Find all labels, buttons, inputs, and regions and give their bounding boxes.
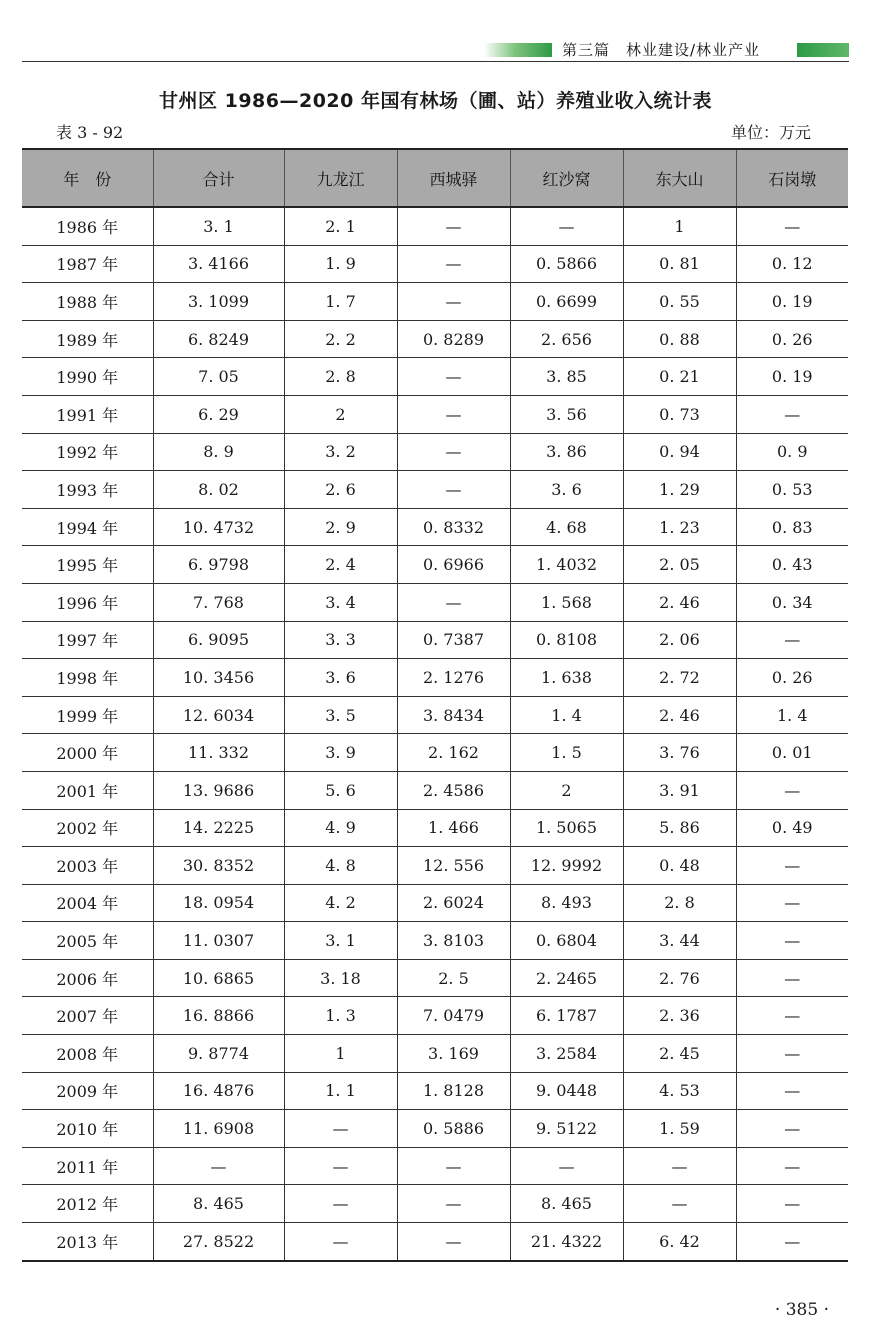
value-cell: 0. 43 — [736, 546, 848, 584]
value-cell: 6. 42 — [623, 1223, 736, 1261]
year-cell: 1989 年 — [22, 320, 153, 358]
year-cell: 2013 年 — [22, 1223, 153, 1261]
value-cell: 0. 8108 — [510, 621, 623, 659]
value-cell: — — [736, 997, 848, 1035]
value-cell: 2. 5 — [397, 959, 510, 997]
table-row — [22, 884, 848, 922]
value-cell: 2. 2465 — [510, 959, 623, 997]
year-cell: 2002 年 — [22, 809, 153, 847]
value-cell: 1. 4 — [510, 696, 623, 734]
value-cell: 5. 86 — [623, 809, 736, 847]
value-cell: — — [736, 395, 848, 433]
value-cell: 1. 8128 — [397, 1072, 510, 1110]
value-cell: 3. 6 — [284, 659, 397, 697]
value-cell: 10. 3456 — [153, 659, 284, 697]
year-cell: 2008 年 — [22, 1035, 153, 1073]
value-cell: — — [736, 207, 848, 245]
year-cell: 1999 年 — [22, 696, 153, 734]
value-cell: 1. 638 — [510, 659, 623, 697]
value-cell: 7. 0479 — [397, 997, 510, 1035]
value-cell: 0. 55 — [623, 283, 736, 321]
value-cell: — — [736, 922, 848, 960]
value-cell: 10. 6865 — [153, 959, 284, 997]
value-cell: 11. 6908 — [153, 1110, 284, 1148]
value-cell: 12. 9992 — [510, 847, 623, 885]
column-header: 九龙江 — [284, 149, 397, 207]
table-header-row — [22, 149, 848, 207]
value-cell: — — [397, 395, 510, 433]
value-cell: 4. 8 — [284, 847, 397, 885]
value-cell: — — [736, 847, 848, 885]
value-cell: — — [736, 1072, 848, 1110]
year-cell: 2009 年 — [22, 1072, 153, 1110]
year-cell: 1988 年 — [22, 283, 153, 321]
value-cell: 0. 8332 — [397, 508, 510, 546]
value-cell: 3. 86 — [510, 433, 623, 471]
value-cell: 2. 1276 — [397, 659, 510, 697]
value-cell: 30. 8352 — [153, 847, 284, 885]
value-cell: 3. 1 — [284, 922, 397, 960]
value-cell: 3. 2584 — [510, 1035, 623, 1073]
value-cell: 3. 6 — [510, 471, 623, 509]
value-cell: 0. 5886 — [397, 1110, 510, 1148]
year-cell: 1997 年 — [22, 621, 153, 659]
value-cell: 0. 49 — [736, 809, 848, 847]
value-cell: 3. 44 — [623, 922, 736, 960]
value-cell: 1. 5 — [510, 734, 623, 772]
value-cell: 1. 59 — [623, 1110, 736, 1148]
value-cell: 3. 169 — [397, 1035, 510, 1073]
value-cell: 6. 1787 — [510, 997, 623, 1035]
value-cell: — — [397, 245, 510, 283]
value-cell: 7. 768 — [153, 583, 284, 621]
table-row — [22, 546, 848, 584]
value-cell: 8. 9 — [153, 433, 284, 471]
table-row — [22, 809, 848, 847]
value-cell: 8. 493 — [510, 884, 623, 922]
value-cell: 1. 23 — [623, 508, 736, 546]
year-cell: 1991 年 — [22, 395, 153, 433]
table-row — [22, 1147, 848, 1185]
value-cell: 16. 8866 — [153, 997, 284, 1035]
value-cell: 14. 2225 — [153, 809, 284, 847]
value-cell: 2. 06 — [623, 621, 736, 659]
value-cell: 18. 0954 — [153, 884, 284, 922]
value-cell: 1. 29 — [623, 471, 736, 509]
value-cell: — — [397, 583, 510, 621]
value-cell: 1 — [284, 1035, 397, 1073]
value-cell: — — [284, 1223, 397, 1261]
year-cell: 2011 年 — [22, 1147, 153, 1185]
value-cell: — — [736, 1185, 848, 1223]
value-cell: 3. 1099 — [153, 283, 284, 321]
value-cell: 3. 18 — [284, 959, 397, 997]
value-cell: 2. 46 — [623, 696, 736, 734]
value-cell: 3. 2 — [284, 433, 397, 471]
column-header: 红沙窝 — [510, 149, 623, 207]
year-cell: 2004 年 — [22, 884, 153, 922]
value-cell: 3. 76 — [623, 734, 736, 772]
value-cell: — — [510, 1147, 623, 1185]
value-cell: 0. 12 — [736, 245, 848, 283]
value-cell: — — [736, 1223, 848, 1261]
value-cell: 0. 21 — [623, 358, 736, 396]
value-cell: 3. 9 — [284, 734, 397, 772]
table-row — [22, 283, 848, 321]
value-cell: 2. 45 — [623, 1035, 736, 1073]
table-row — [22, 245, 848, 283]
column-header: 西城驿 — [397, 149, 510, 207]
value-cell: 2 — [284, 395, 397, 433]
value-cell: 0. 73 — [623, 395, 736, 433]
value-cell: 3. 5 — [284, 696, 397, 734]
value-cell: 27. 8522 — [153, 1223, 284, 1261]
value-cell: 13. 9686 — [153, 771, 284, 809]
value-cell: 2. 46 — [623, 583, 736, 621]
year-cell: 1987 年 — [22, 245, 153, 283]
column-header: 东大山 — [623, 149, 736, 207]
value-cell: 4. 53 — [623, 1072, 736, 1110]
value-cell: 0. 48 — [623, 847, 736, 885]
table-row — [22, 471, 848, 509]
value-cell: — — [397, 433, 510, 471]
value-cell: 0. 7387 — [397, 621, 510, 659]
running-header-text: 第三篇 林业建设/林业产业 — [562, 41, 761, 59]
value-cell: 2. 6 — [284, 471, 397, 509]
table-row — [22, 1110, 848, 1148]
value-cell: 4. 2 — [284, 884, 397, 922]
year-cell: 1993 年 — [22, 471, 153, 509]
value-cell: 3. 4166 — [153, 245, 284, 283]
value-cell: 0. 9 — [736, 433, 848, 471]
value-cell: 0. 19 — [736, 358, 848, 396]
value-cell: — — [623, 1147, 736, 1185]
column-header: 合计 — [153, 149, 284, 207]
value-cell: 12. 556 — [397, 847, 510, 885]
table-number: 表 3 - 92 — [56, 123, 124, 142]
value-cell: 0. 88 — [623, 320, 736, 358]
value-cell: — — [736, 1110, 848, 1148]
table-row — [22, 508, 848, 546]
value-cell: 1. 5065 — [510, 809, 623, 847]
value-cell: 9. 8774 — [153, 1035, 284, 1073]
year-cell: 1995 年 — [22, 546, 153, 584]
year-cell: 2003 年 — [22, 847, 153, 885]
value-cell: 2. 05 — [623, 546, 736, 584]
year-cell: 2001 年 — [22, 771, 153, 809]
table-row — [22, 771, 848, 809]
value-cell: 2. 72 — [623, 659, 736, 697]
year-cell: 1992 年 — [22, 433, 153, 471]
value-cell: 0. 8289 — [397, 320, 510, 358]
value-cell: 2. 6024 — [397, 884, 510, 922]
value-cell: 0. 26 — [736, 659, 848, 697]
table-row — [22, 696, 848, 734]
value-cell: 1. 466 — [397, 809, 510, 847]
value-cell: 2. 8 — [623, 884, 736, 922]
value-cell: 2. 2 — [284, 320, 397, 358]
value-cell: 3. 8103 — [397, 922, 510, 960]
value-cell: 2. 656 — [510, 320, 623, 358]
table-row — [22, 959, 848, 997]
value-cell: 2. 36 — [623, 997, 736, 1035]
table-row — [22, 847, 848, 885]
year-cell: 2005 年 — [22, 922, 153, 960]
value-cell: 1. 568 — [510, 583, 623, 621]
value-cell: — — [736, 1035, 848, 1073]
value-cell: 0. 53 — [736, 471, 848, 509]
value-cell: — — [510, 207, 623, 245]
value-cell: — — [397, 283, 510, 321]
value-cell: — — [397, 1185, 510, 1223]
value-cell: — — [736, 884, 848, 922]
value-cell: 3. 85 — [510, 358, 623, 396]
table-row — [22, 659, 848, 697]
table-row — [22, 1185, 848, 1223]
value-cell: 0. 01 — [736, 734, 848, 772]
unit-label: 单位：万元 — [730, 123, 811, 142]
page-number: · 385 · — [774, 1300, 829, 1320]
running-header — [22, 36, 849, 64]
value-cell: — — [397, 1223, 510, 1261]
value-cell: 9. 0448 — [510, 1072, 623, 1110]
value-cell: — — [623, 1185, 736, 1223]
value-cell: — — [397, 358, 510, 396]
table-row — [22, 358, 848, 396]
value-cell: — — [736, 771, 848, 809]
value-cell: 6. 9798 — [153, 546, 284, 584]
value-cell: 12. 6034 — [153, 696, 284, 734]
value-cell: 1. 3 — [284, 997, 397, 1035]
value-cell: 1. 7 — [284, 283, 397, 321]
table-row — [22, 734, 848, 772]
value-cell: 1. 4032 — [510, 546, 623, 584]
value-cell: 0. 6699 — [510, 283, 623, 321]
table-row — [22, 1223, 848, 1261]
value-cell: — — [284, 1147, 397, 1185]
table-row — [22, 997, 848, 1035]
value-cell: 2. 76 — [623, 959, 736, 997]
value-cell: 3. 56 — [510, 395, 623, 433]
value-cell: 0. 19 — [736, 283, 848, 321]
value-cell: 0. 94 — [623, 433, 736, 471]
value-cell: — — [736, 1147, 848, 1185]
table-row — [22, 207, 848, 245]
value-cell: 8. 465 — [510, 1185, 623, 1223]
table-row — [22, 320, 848, 358]
value-cell: 2. 1 — [284, 207, 397, 245]
table-row — [22, 583, 848, 621]
value-cell: 3. 91 — [623, 771, 736, 809]
value-cell: 2 — [510, 771, 623, 809]
value-cell: 1. 9 — [284, 245, 397, 283]
income-statistics-table — [22, 148, 848, 1262]
value-cell: 0. 6804 — [510, 922, 623, 960]
year-cell: 1990 年 — [22, 358, 153, 396]
year-cell: 1986 年 — [22, 207, 153, 245]
value-cell: 2. 162 — [397, 734, 510, 772]
year-cell: 2000 年 — [22, 734, 153, 772]
value-cell: 6. 9095 — [153, 621, 284, 659]
value-cell: 21. 4322 — [510, 1223, 623, 1261]
value-cell: 9. 5122 — [510, 1110, 623, 1148]
value-cell: 7. 05 — [153, 358, 284, 396]
table-row — [22, 1035, 848, 1073]
value-cell: 11. 332 — [153, 734, 284, 772]
table-row — [22, 922, 848, 960]
value-cell: 4. 68 — [510, 508, 623, 546]
value-cell: 1. 4 — [736, 696, 848, 734]
year-cell: 2007 年 — [22, 997, 153, 1035]
value-cell: 16. 4876 — [153, 1072, 284, 1110]
header-rule — [22, 61, 849, 62]
value-cell: 0. 5866 — [510, 245, 623, 283]
value-cell: 3. 8434 — [397, 696, 510, 734]
value-cell: 6. 29 — [153, 395, 284, 433]
table-row — [22, 395, 848, 433]
value-cell: — — [284, 1110, 397, 1148]
value-cell: 2. 4586 — [397, 771, 510, 809]
value-cell: 1. 1 — [284, 1072, 397, 1110]
value-cell: 8. 465 — [153, 1185, 284, 1223]
value-cell: — — [397, 471, 510, 509]
value-cell: 1 — [623, 207, 736, 245]
value-cell: 2. 4 — [284, 546, 397, 584]
value-cell: 2. 8 — [284, 358, 397, 396]
table-row — [22, 433, 848, 471]
year-cell: 2006 年 — [22, 959, 153, 997]
value-cell: 3. 1 — [153, 207, 284, 245]
table-row — [22, 1072, 848, 1110]
value-cell: 5. 6 — [284, 771, 397, 809]
value-cell: 0. 26 — [736, 320, 848, 358]
table-row — [22, 621, 848, 659]
value-cell: 2. 9 — [284, 508, 397, 546]
value-cell: 0. 34 — [736, 583, 848, 621]
year-cell: 2012 年 — [22, 1185, 153, 1223]
table-title: 甘州区 1986—2020 年国有林场（圃、站）养殖业收入统计表 — [159, 90, 712, 112]
value-cell: — — [397, 1147, 510, 1185]
value-cell: 10. 4732 — [153, 508, 284, 546]
year-cell: 1994 年 — [22, 508, 153, 546]
value-cell: 0. 83 — [736, 508, 848, 546]
value-cell: 0. 6966 — [397, 546, 510, 584]
year-cell: 2010 年 — [22, 1110, 153, 1148]
value-cell: 8. 02 — [153, 471, 284, 509]
value-cell: — — [153, 1147, 284, 1185]
column-header-year: 年 份 — [22, 149, 153, 207]
value-cell: 6. 8249 — [153, 320, 284, 358]
year-cell: 1996 年 — [22, 583, 153, 621]
column-header: 石岗墩 — [736, 149, 848, 207]
header-green-bar-right — [797, 43, 849, 57]
year-cell: 1998 年 — [22, 659, 153, 697]
value-cell: — — [284, 1185, 397, 1223]
value-cell: 3. 3 — [284, 621, 397, 659]
value-cell: — — [397, 207, 510, 245]
value-cell: 0. 81 — [623, 245, 736, 283]
value-cell: 4. 9 — [284, 809, 397, 847]
value-cell: — — [736, 959, 848, 997]
value-cell: 11. 0307 — [153, 922, 284, 960]
header-green-bar-left — [484, 43, 552, 57]
value-cell: 3. 4 — [284, 583, 397, 621]
value-cell: — — [736, 621, 848, 659]
table-body — [22, 207, 848, 1261]
